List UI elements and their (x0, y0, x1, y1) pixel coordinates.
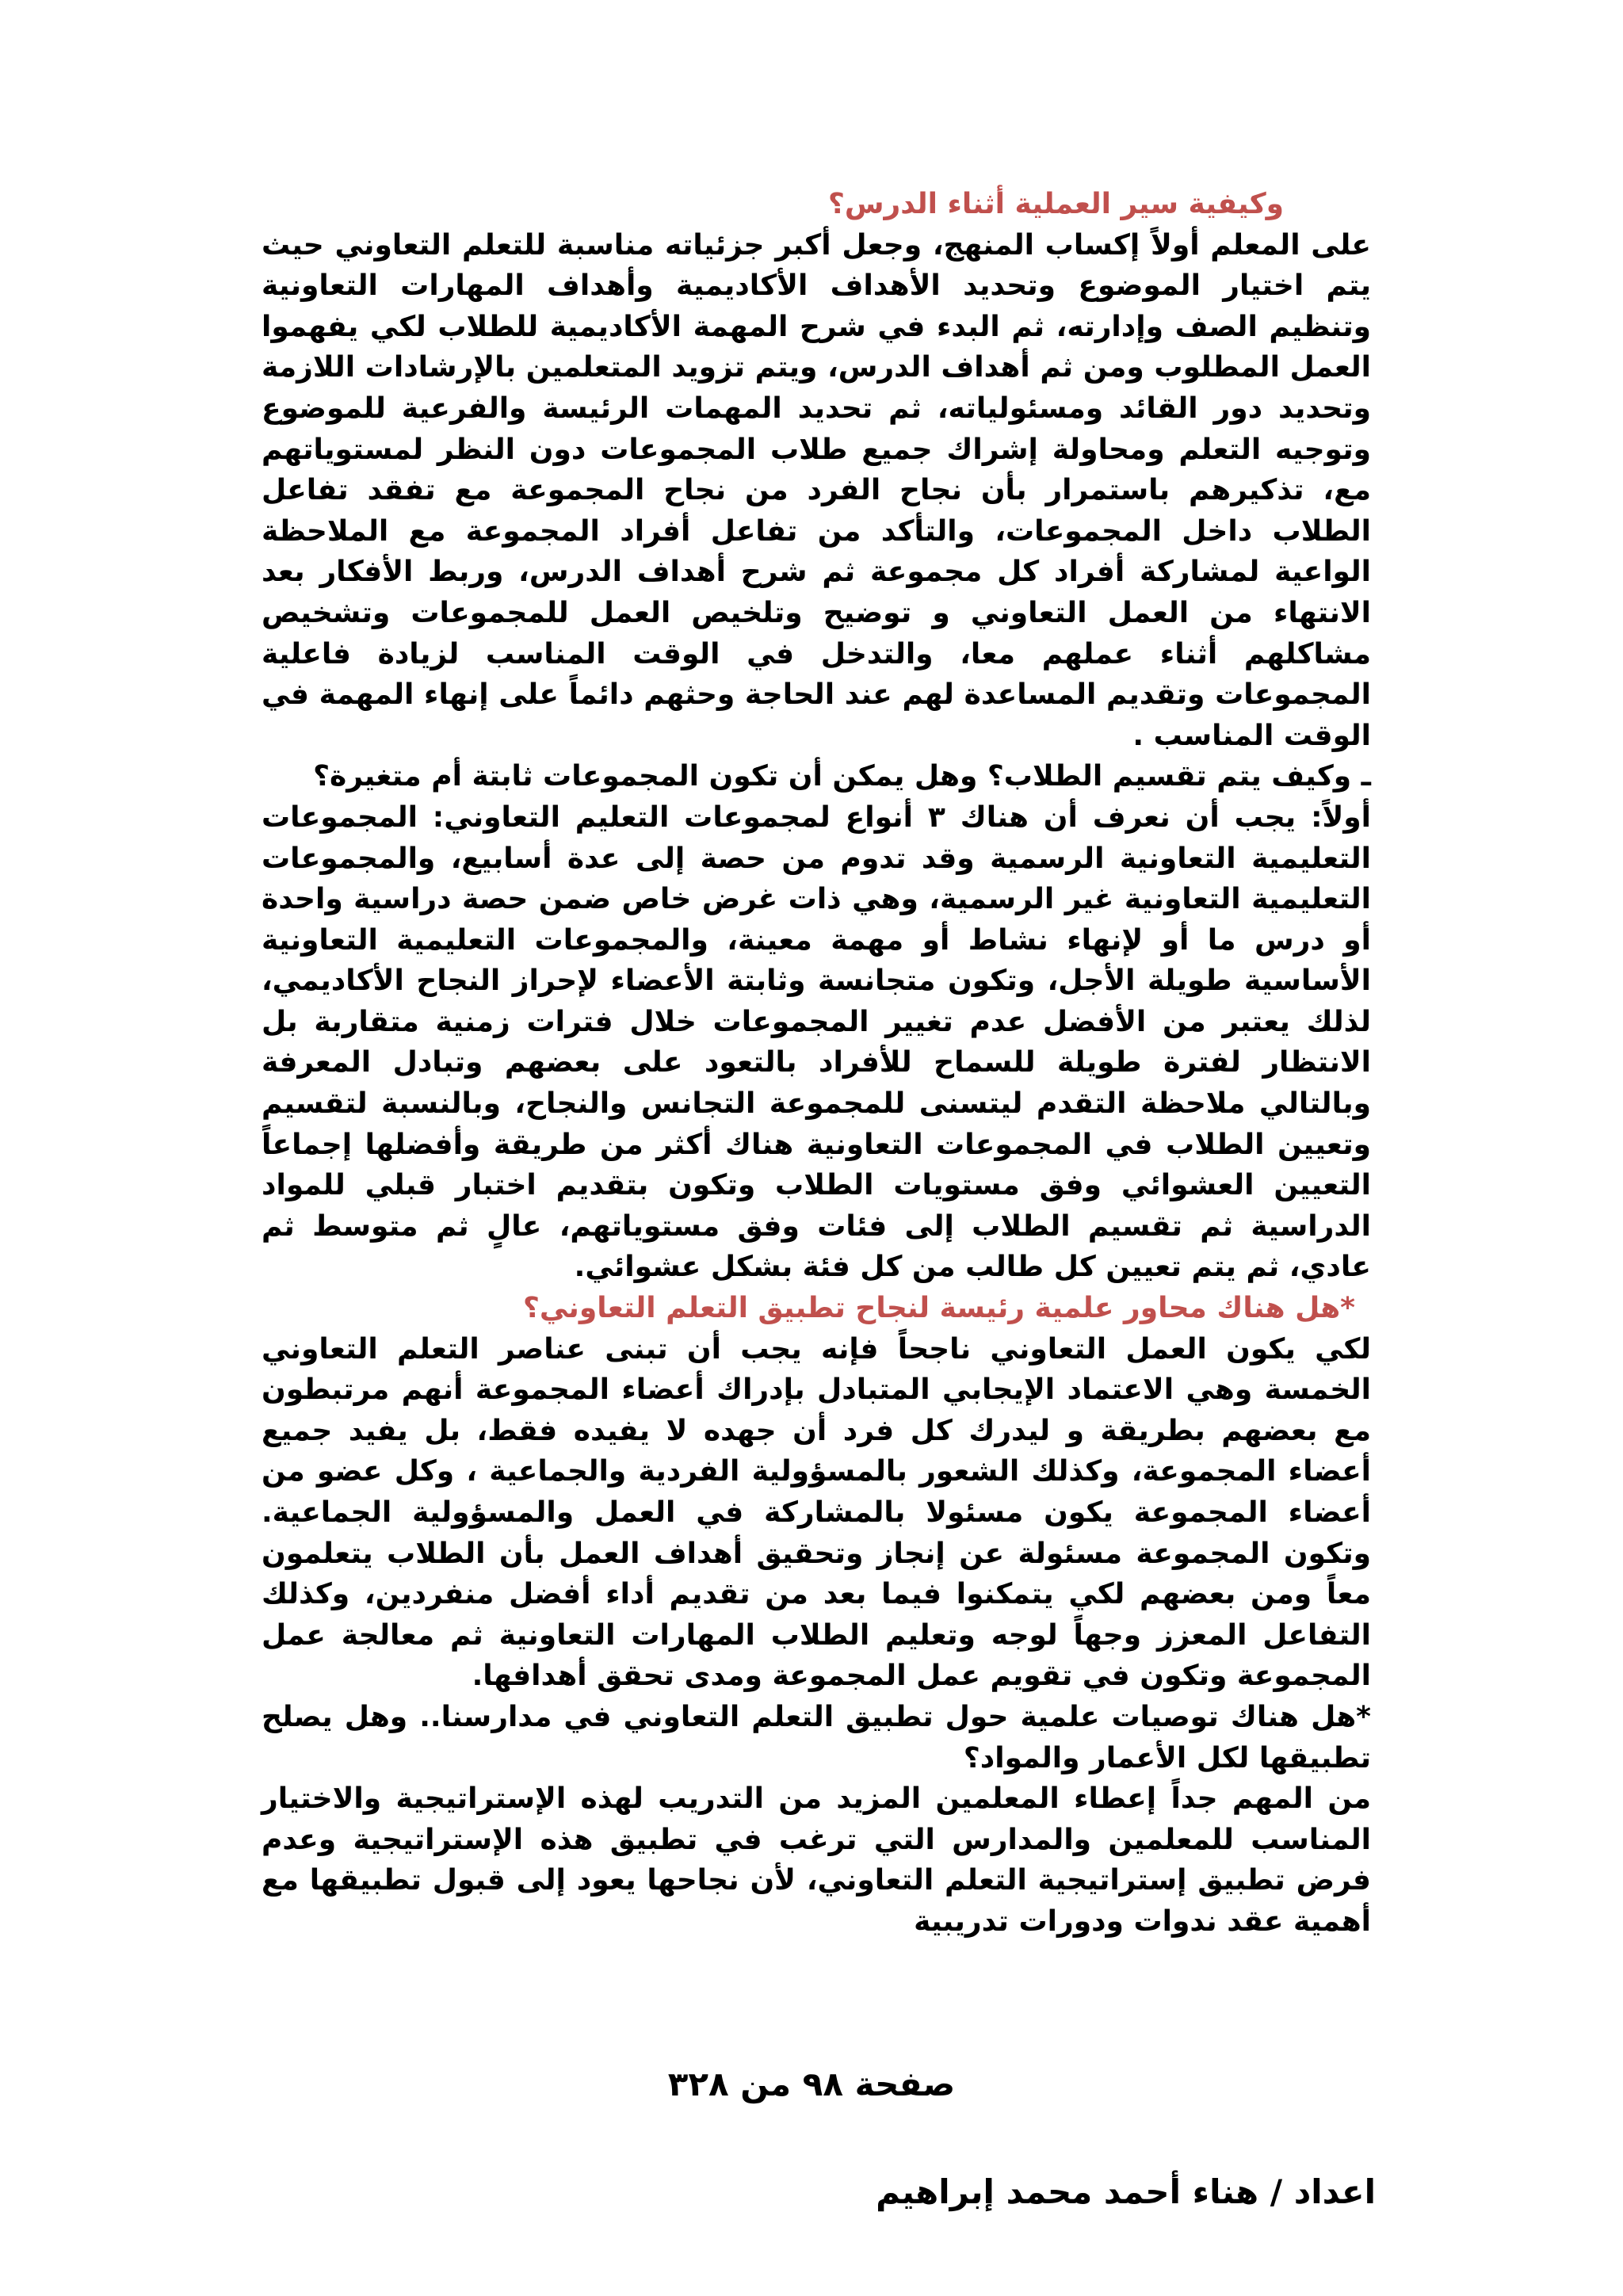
page-number: صفحة ٩٨ من ٣٢٨ (667, 2065, 956, 2103)
question-recommendations: *هل هناك توصيات علمية حول تطبيق التعلم التعاوني في مدارسنا.. وهل يصلح تطبيقها لكل الأعمار والمواد؟ (262, 1700, 1371, 1775)
paragraph-success-axes: لكي يكون العمل التعاوني ناجحاً فإنه يجب أن تبنى عناصر التعلم التعاوني الخمسة وهي الاعتماد الإيجابي المتبادل بإدراك أعضاء المجموعة أنهم مرتبطون مع بعضهم بطريقة و ليدرك كل فرد أن جهده لا يفيده فقط، بل يفيد جميع أعضاء المجموعة، وكذلك الشعور بالمسؤولية الفردية والجماعية ، وكل عضو من أعضاء المجموعة يكون مسئولا بالمشاركة في العمل والمسؤولية الجماعية. وتكون المجموعة مسئولة عن إنجاز وتحقيق أهداف العمل بأن الطلاب يتعلمون معاً ومن بعضهم لكي يتمكنوا فيما بعد من تقديم أداء أفضل منفردين، وكذلك التفاعل المعزز وجهاً لوجه وتعليم الطلاب المهارات التعاونية ثم معالجة عمل المجموعة وتكون في تقويم عمل المجموعة ومدى تحقق أهدافها. (262, 1332, 1371, 1693)
paragraph-lesson-process: على المعلم أولاً إكساب المنهج، وجعل أكبر جزئياته مناسبة للتعلم التعاوني حيث يتم اختيار الموضوع وتحديد الأهداف الأكاديمية وأهداف المهارات التعاونية وتنظيم الصف وإدارته، ثم البدء في شرح المهمة الأكاديمية للطلاب لكي يفهموا العمل المطلوب ومن ثم أهداف الدرس، ويتم تزويد المتعلمين بالإرشادات اللازمة وتحديد دور القائد ومسئولياته، ثم تحديد المهمات الرئيسة والفرعية للموضوع وتوجيه التعلم ومحاولة إشراك جميع طلاب المجموعات دون النظر لمستوياتهم مع، تذكيرهم باستمرار بأن نجاح الفرد من نجاح المجموعة مع تفقد تفاعل الطلاب داخل المجموعات، والتأكد من تفاعل أفراد المجموعة مع الملاحظة الواعية لمشاركة أفراد كل مجموعة ثم شرح أهداف الدرس، وربط الأفكار بعد الانتهاء من العمل التعاوني و توضيح وتلخيص العمل للمجموعات وتشخيص مشاكلهم أثناء عملهم معا، والتدخل في الوقت المناسب لزيادة فاعلية المجموعات وتقديم المساعدة لهم عند الحاجة وحثهم دائماً على إنهاء المهمة في الوقت المناسب . (262, 228, 1371, 752)
section-heading-success-axes: *هل هناك محاور علمية رئيسة لنجاح تطبيق التعلم التعاوني؟ (523, 1292, 1355, 1325)
author-credit: اعداد / هناء أحمد محمد إبراهيم (876, 2172, 1376, 2211)
section-heading-lesson-process: وكيفية سير العملية أثناء الدرس؟ (827, 188, 1284, 220)
article-body (262, 184, 1371, 1943)
question-student-division: ـ وكيف يتم تقسيم الطلاب؟ وهل يمكن أن تكون المجموعات ثابتة أم متغيرة؟ (313, 760, 1371, 793)
paragraph-group-types: أولاً: يجب أن نعرف أن هناك ٣ أنواع لمجموعات التعليم التعاوني: المجموعات التعليمية التعاونية الرسمية وقد تدوم من حصة إلى عدة أسابيع، والمجموعات التعليمية التعاونية غير الرسمية، وهي ذات غرض خاص ضمن حصة دراسية واحدة أو درس ما أو لإنهاء نشاط أو مهمة معينة، والمجموعات التعليمية التعاونية الأساسية طويلة الأجل، وتكون متجانسة وثابتة الأعضاء لإحراز النجاح الأكاديمي، لذلك يعتبر من الأفضل عدم تغيير المجموعات خلال فترات زمنية متقاربة بل الانتظار لفترة طويلة للسماح للأفراد بالتعود على بعضهم وتبادل المعرفة وبالتالي ملاحظة التقدم ليتسنى للمجموعة التجانس والنجاح، وبالنسبة لتقسيم وتعيين الطلاب في المجموعات التعاونية هناك أكثر من طريقة وأفضلها إجماعاً التعيين العشوائي وفق مستويات الطلاب وتكون بتقديم اختبار قبلي للمواد الدراسية ثم تقسيم الطلاب إلى فئات وفق مستوياتهم، عالٍ ثم متوسط ثم عادي، ثم يتم تعيين كل طالب من كل فئة بشكل عشوائي. (262, 800, 1372, 1284)
paragraph-recommendations: من المهم جداً إعطاء المعلمين المزيد من التدريب لهذه الإستراتيجية والاختيار المناسب للمعلمين والمدارس التي ترغب في تطبيق هذه الإستراتيجية وعدم فرض تطبيق إستراتيجية التعلم التعاوني، لأن نجاحها يعود إلى قبول تطبيقها مع أهمية عقد ندوات ودورات تدريبية (262, 1782, 1371, 1938)
